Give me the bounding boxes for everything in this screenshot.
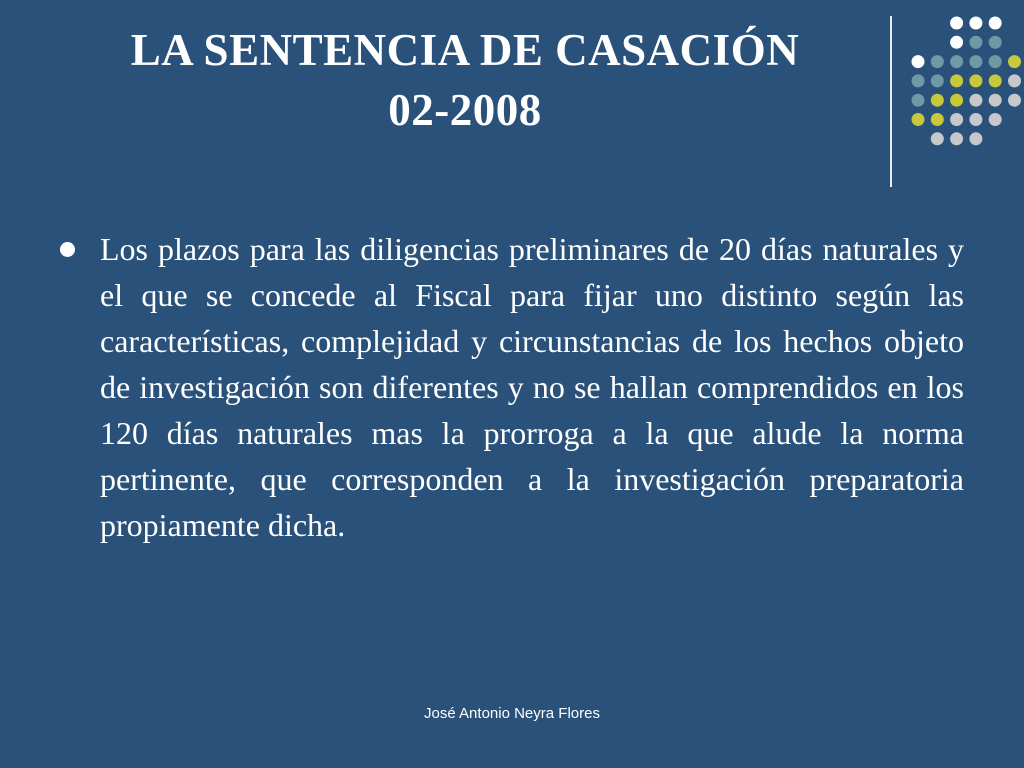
decorative-dot-teal [950, 55, 963, 68]
vertical-divider [890, 16, 892, 187]
bullet-icon [60, 242, 75, 257]
decorative-dot-white [950, 17, 963, 30]
decorative-dot-white [969, 17, 982, 30]
decorative-dot-teal [969, 36, 982, 49]
decorative-dot-gray [931, 132, 944, 145]
decorative-dot-teal [931, 55, 944, 68]
bullet-item-text: Los plazos para las diligencias preliminares de 20 días naturales y el que se concede al Fiscal para fijar uno distinto según las características, complejidad y circunstancias de los hechos objeto de investigación son diferentes y no se hallan comprendidos en los 120 días naturales mas la prorroga a la que alude la norma pertinente, que corresponden a la investigación preparatoria propiamente dicha. [100, 231, 964, 543]
decorative-dot-yellow [931, 94, 944, 107]
decorative-dot-gray [969, 113, 982, 126]
bullet-list [60, 226, 964, 548]
decorative-dot-white [950, 36, 963, 49]
decorative-dot-teal [989, 36, 1002, 49]
decorative-dot-yellow [1008, 55, 1021, 68]
decorative-dot-yellow [950, 94, 963, 107]
decorative-dot-gray [989, 113, 1002, 126]
decorative-dot-yellow [931, 113, 944, 126]
decorative-dot-teal [969, 55, 982, 68]
title-line-1: LA SENTENCIA DE CASACIÓN [130, 25, 800, 75]
decorative-dot-gray [1008, 94, 1021, 107]
decorative-dot-gray [950, 113, 963, 126]
decorative-dot-yellow [969, 74, 982, 87]
decorative-dot-yellow [989, 74, 1002, 87]
decorative-dot-gray [969, 94, 982, 107]
decorative-dot-teal [931, 74, 944, 87]
decorative-dot-white [912, 55, 925, 68]
decorative-dot-teal [912, 94, 925, 107]
decorative-dot-gray [969, 132, 982, 145]
decorative-dot-yellow [912, 113, 925, 126]
decorative-dot-gray [950, 132, 963, 145]
slide-title [40, 20, 890, 140]
title-line-2: 02-2008 [388, 85, 542, 135]
decorative-dot-white [989, 17, 1002, 30]
decorative-dot-gray [1008, 74, 1021, 87]
decorative-dot-teal [912, 74, 925, 87]
decorative-dot-gray [989, 94, 1002, 107]
footer-author: José Antonio Neyra Flores [424, 705, 600, 722]
decorative-dot-yellow [950, 74, 963, 87]
decorative-dot-teal [989, 55, 1002, 68]
